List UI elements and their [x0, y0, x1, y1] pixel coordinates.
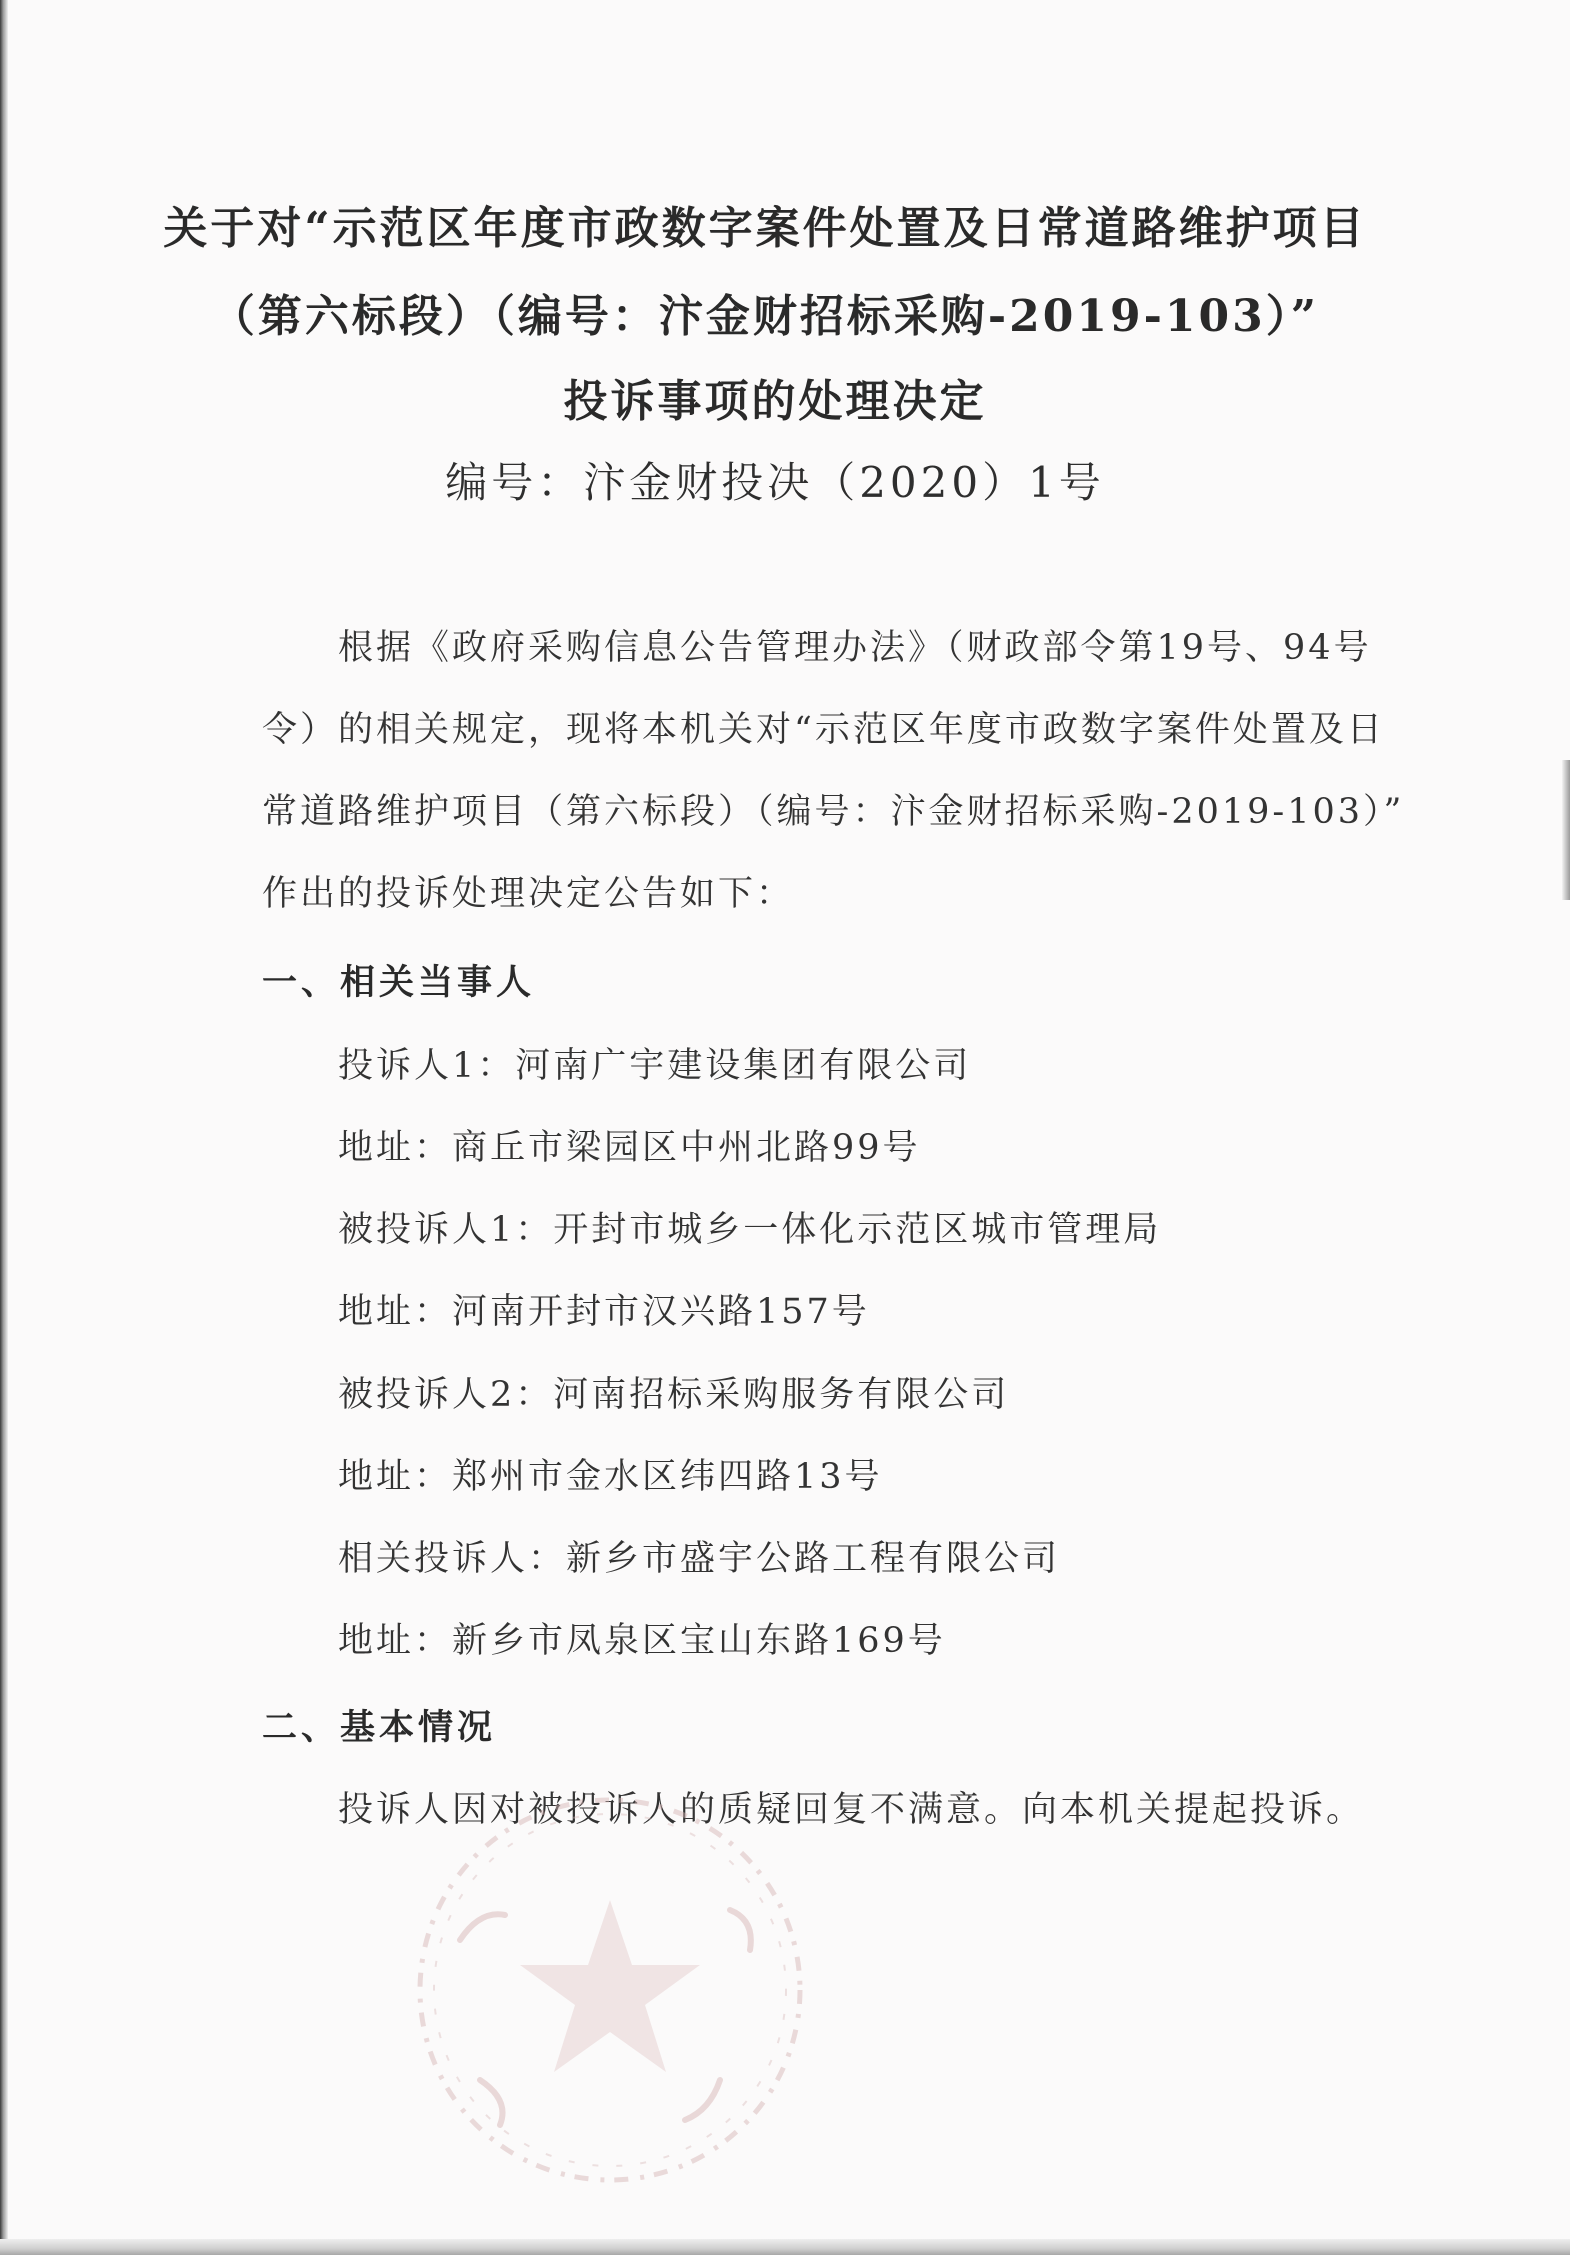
intro-line-4: 作出的投诉处理决定公告如下：	[262, 874, 795, 914]
party-line: 投诉人1：河南广宇建设集团有限公司	[338, 1046, 972, 1086]
party-line: 地址：商丘市梁园区中州北路99号	[338, 1128, 921, 1168]
intro-line-1: 根据《政府采购信息公告管理办法》（财政部令第19号、94号	[338, 628, 1372, 668]
document-title-line-3: 投诉事项的处理决定	[563, 376, 987, 427]
official-seal-icon	[400, 1780, 820, 2200]
document-title-line-2: （第六标段）（编号：汴金财招标采购-2019-103）”	[210, 291, 1320, 342]
intro-line-2: 令）的相关规定，现将本机关对“示范区年度市政数字案件处置及日	[262, 710, 1385, 750]
page-edge-bottom	[0, 2239, 1570, 2255]
party-line: 地址：新乡市凤泉区宝山东路169号	[338, 1621, 946, 1661]
document-title-line-1: 关于对“示范区年度市政数字案件处置及日常道路维护项目	[163, 203, 1367, 254]
section-heading-parties: 一、相关当事人	[262, 962, 536, 1003]
party-line: 地址：河南开封市汉兴路157号	[338, 1292, 870, 1332]
party-line: 地址：郑州市金水区纬四路13号	[338, 1457, 883, 1497]
basic-info-text: 投诉人因对被投诉人的质疑回复不满意。向本机关提起投诉。	[338, 1790, 1365, 1830]
party-line: 被投诉人2：河南招标采购服务有限公司	[338, 1375, 1010, 1415]
page-edge-right	[1562, 760, 1570, 900]
document-number: 编号：汴金财投决（2020）1号	[445, 458, 1105, 507]
section-heading-basic-info: 二、基本情况	[262, 1707, 497, 1748]
party-line: 相关投诉人：新乡市盛宇公路工程有限公司	[338, 1539, 1061, 1579]
party-line: 被投诉人1：开封市城乡一体化示范区城市管理局	[338, 1210, 1162, 1250]
intro-line-3: 常道路维护项目（第六标段）（编号：汴金财招标采购-2019-103）”	[262, 792, 1405, 832]
